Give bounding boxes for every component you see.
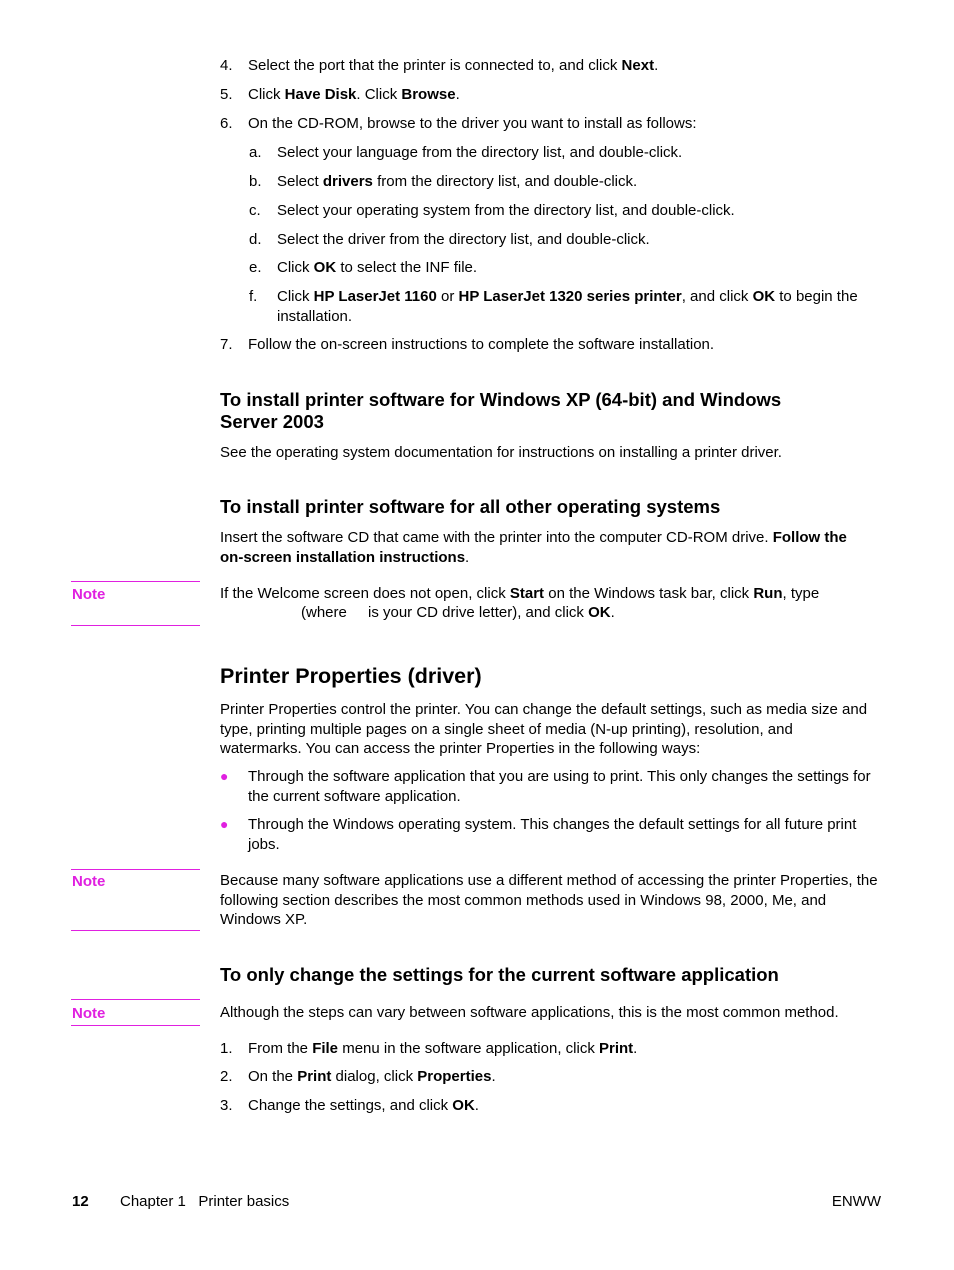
note-rule-top (71, 581, 200, 582)
substep-letter: b. (249, 173, 262, 190)
step-text: Select the port that the printer is connected to, and click (248, 57, 622, 74)
note-rule-bottom (71, 625, 200, 626)
note-label: Note (72, 1005, 106, 1022)
step-number: 7. (220, 336, 233, 353)
ui-term: OK (752, 288, 776, 305)
ui-term: HP LaserJet 1320 series printer (458, 288, 682, 305)
ui-term: Print (297, 1068, 332, 1085)
substep-text: Select your language from the directory list, and double-click. (277, 144, 683, 161)
ui-term: Properties (417, 1068, 492, 1085)
ui-term: Run (753, 585, 783, 602)
note-rule-bottom (71, 930, 200, 931)
note-welcome-line2: is your CD drive letter), and click OK. (368, 604, 615, 621)
ui-term: drivers (322, 173, 373, 190)
ui-term: HP LaserJet 1160 (313, 288, 437, 305)
note-rule-top (71, 999, 200, 1000)
ui-term: OK (313, 259, 337, 276)
bullet-icon: ● (220, 816, 229, 832)
paragraph-printer-properties: Printer Properties control the printer. You can change the default settings, such as media size and type, printing multiple pages on a single sheet of media (N-up printing), resolution, and watermarks. You can access the printer Properties in the following ways: (220, 701, 868, 757)
heading-printer-properties: Printer Properties (driver) (220, 664, 482, 688)
step-number: 2. (220, 1068, 233, 1085)
page-number: 12 (72, 1193, 89, 1210)
bullet-icon: ● (220, 768, 229, 784)
step-text: On the CD-ROM, browse to the driver you want to install as follows: (248, 115, 697, 132)
footer-enww: ENWW (831, 1193, 881, 1210)
ui-term: Have Disk (284, 86, 357, 103)
heading-other-os: To install printer software for all other operating systems (220, 496, 721, 517)
substep-text: Select your operating system from the directory list, and double-click. (277, 202, 735, 219)
ui-term: Start (509, 585, 545, 602)
paragraph-xp64: See the operating system documentation for instructions on installing a printer driver. (220, 444, 782, 461)
step-number: 3. (220, 1097, 233, 1114)
heading-current-application: To only change the settings for the current software application (220, 964, 779, 985)
footer-chapter: Chapter 1 Printer basics (120, 1193, 290, 1210)
ui-term: File (312, 1040, 339, 1057)
step-number: 6. (220, 115, 233, 132)
bullet-text: Through the software application that you are using to print. This only changes the settings for the current software application. (248, 768, 871, 805)
heading-xp64: To install printer software for Windows XP (64-bit) and Windows Server 2003 (220, 389, 782, 432)
ui-term: Browse (401, 86, 456, 103)
ui-term: OK (588, 604, 611, 621)
note-welcome-where: (where (301, 604, 347, 621)
step-text: Follow the on-screen instructions to complete the software installation. (248, 336, 715, 353)
substep-letter: c. (249, 202, 261, 219)
note-label: Note (72, 873, 106, 890)
ui-term: OK (452, 1097, 475, 1114)
substep-text: Select the driver from the directory list, and double-click. (277, 231, 650, 248)
step-number: 5. (220, 86, 233, 103)
note-welcome-line1: If the Welcome screen does not open, click Start on the Windows task bar, click Run, type (220, 585, 820, 602)
note-rule-top (71, 869, 200, 870)
note-methods-text: Because many software applications use a different method of accessing the printer Properties, the following section describes the most common methods used in Windows 98, 2000, Me, and Windows XP. (220, 872, 878, 928)
bold-instruction: Follow the on-screen installation instructions (220, 529, 847, 566)
bullet-text: Through the Windows operating system. This changes the default settings for all future print jobs. (248, 816, 857, 853)
substep-letter: d. (249, 231, 262, 248)
substep-letter: f. (249, 288, 258, 305)
note-rule-bottom (71, 1025, 200, 1026)
note-label: Note (72, 586, 106, 603)
substep-letter: e. (249, 259, 262, 276)
ui-term: Print (599, 1040, 634, 1057)
step-number: 1. (220, 1040, 233, 1057)
note-steps-vary-text: Although the steps can vary between software applications, this is the most common method. (220, 1004, 839, 1021)
substep-letter: a. (249, 144, 262, 161)
ui-term: Next (621, 57, 655, 74)
paragraph-other-os: Insert the software CD that came with the printer into the computer CD-ROM drive. Follow the on-screen installation instructions. (220, 529, 847, 566)
step-number: 4. (220, 57, 233, 74)
